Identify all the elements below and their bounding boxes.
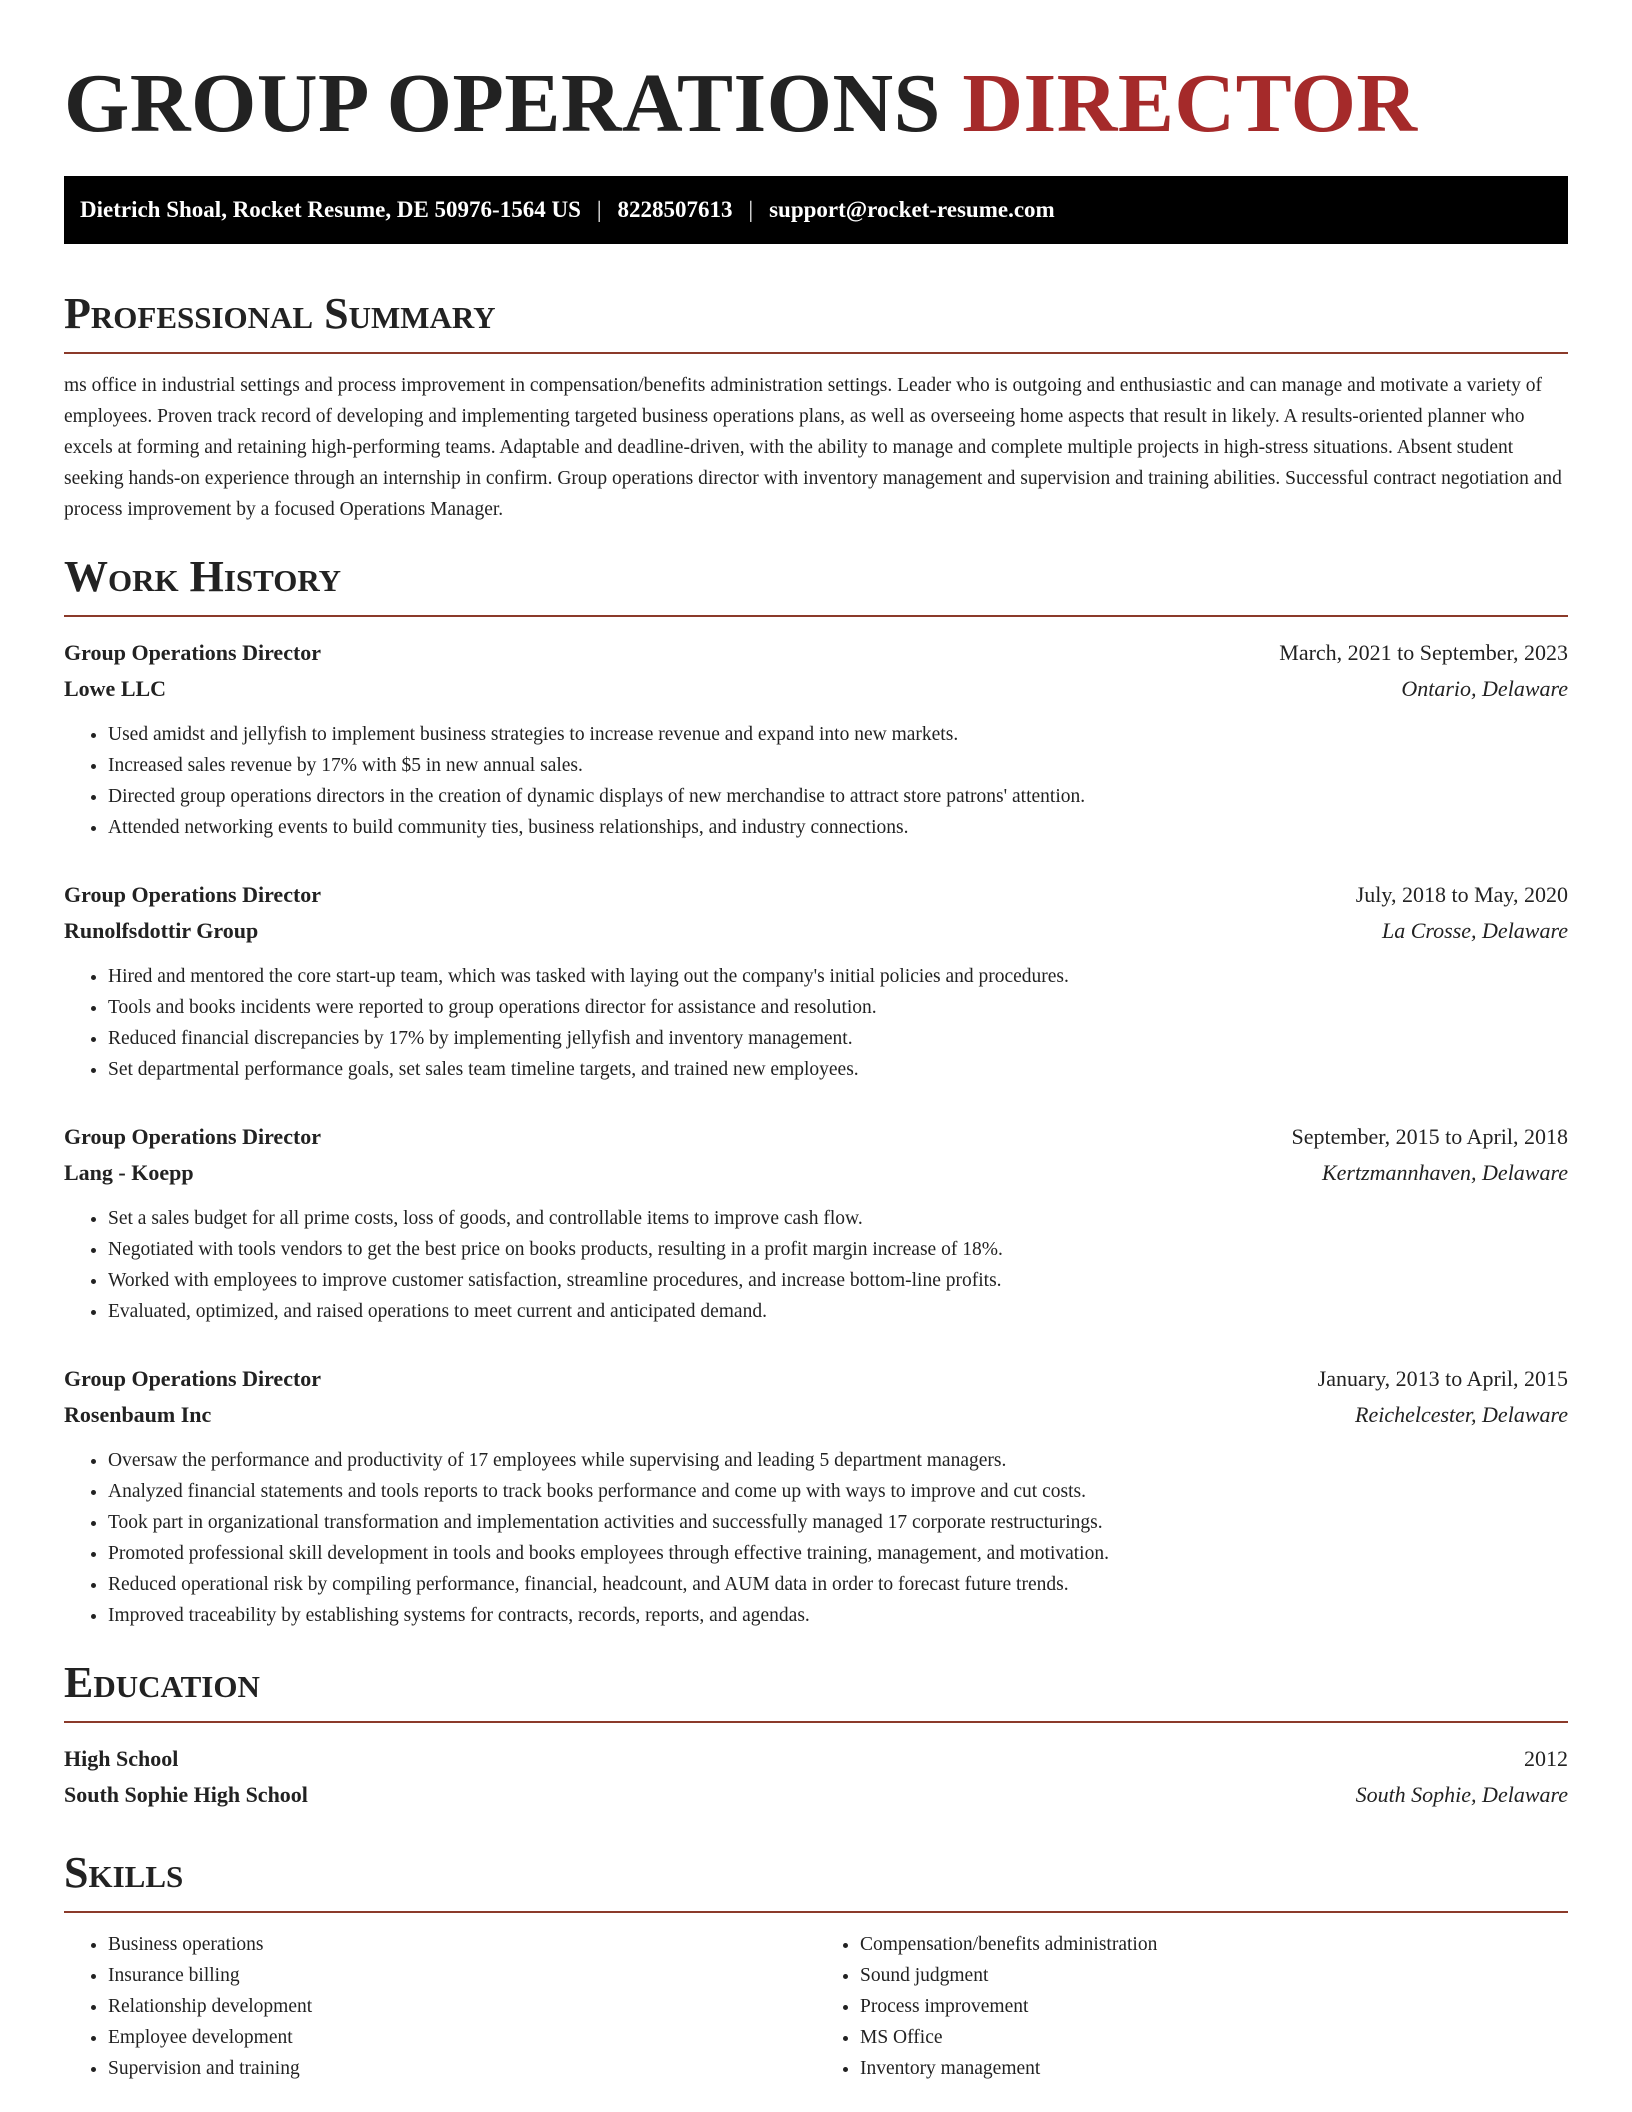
job-dates: March, 2021 to September, 2023 [1279,640,1568,665]
job-bullet: • Set a sales budget for all prime costs, loss of goods, and controllable items to improve cash flow. [108,1203,1568,1234]
contact-separator: | [748,197,754,222]
job-bullet: • Took part in organizational transformation and implementation activities and successfully managed 17 corporate restructurings. [108,1507,1568,1538]
job-title: Group Operations Director [64,882,322,907]
job-title: Group Operations Director [64,640,322,665]
job-location: La Crosse, Delaware [1382,918,1568,943]
job-bullet: • Used amidst and jellyfish to implement business strategies to increase revenue and expand into new markets. [108,719,1568,750]
job-company: Runolfsdottir Group [64,918,259,943]
job-bullet: • Reduced financial discrepancies by 17% by implementing jellyfish and inventory management. [108,1023,1568,1054]
job-bullet: • Promoted professional skill development in tools and books employees through effective training, management, and motivation. [108,1538,1568,1569]
job-bullet: • Worked with employees to improve customer satisfaction, streamline procedures, and increase bottom-line profits. [108,1265,1568,1296]
skill-item: • Insurance billing [108,1960,816,1991]
job-dates: September, 2015 to April, 2018 [1291,1124,1568,1149]
job-bullet: • Negotiated with tools vendors to get the best price on books products, resulting in a profit margin increase of 18%. [108,1234,1568,1265]
work-history-section [64,551,1568,1631]
education-degree: High School [64,1746,179,1771]
job-bullet: • Evaluated, optimized, and raised operations to meet current and anticipated demand. [108,1296,1568,1327]
resume-title [64,56,1568,152]
job-bullets [64,719,1568,843]
education-section [64,1657,1568,1813]
job-entry [64,1119,1568,1327]
title-main: GROUP OPERATIONS [64,57,941,150]
job-location: Ontario, Delaware [1401,676,1568,701]
section-heading-education: Education [64,1658,260,1707]
skills-columns [64,1929,1568,2084]
section-heading-work-history: Work History [64,552,342,601]
skill-item: • Supervision and training [108,2053,816,2084]
job-bullets [64,1445,1568,1631]
section-divider [64,1911,1568,1913]
skill-item: • MS Office [860,2022,1568,2053]
contact-separator: | [596,197,602,222]
job-bullet: • Improved traceability by establishing systems for contracts, records, reports, and agendas. [108,1600,1568,1631]
contact-bar [64,176,1568,244]
skills-section [64,1847,1568,2084]
job-entry [64,1361,1568,1631]
job-location: Reichelcester, Delaware [1355,1402,1568,1427]
job-bullet: • Directed group operations directors in the creation of dynamic displays of new merchandise to attract store patrons' attention. [108,781,1568,812]
section-heading-summary: Professional Summary [64,289,496,338]
job-dates: January, 2013 to April, 2015 [1317,1366,1568,1391]
job-bullet: • Increased sales revenue by 17% with $5 in new annual sales. [108,750,1568,781]
summary-text: ms office in industrial settings and process improvement in compensation/benefits administration settings. Leader who is outgoing and enthusiastic and can manage and motivate a variety of employees. Proven track record of developing and implementing targeted business operations plans, as well as overseeing home aspects that result in likely. A results-oriented planner who excels at forming and retaining high-performing teams. Adaptable and deadline-driven, with the ability to manage and complete multiple projects in high-stress situations. Absent student seeking hands-on experience through an internship in confirm. Group operations director with inventory management and supervision and training abilities. Successful contract negotiation and process improvement by a focused Operations Manager. [64,375,1562,520]
education-school: South Sophie High School [64,1782,308,1807]
summary-section [64,288,1568,525]
section-heading-skills: Skills [64,1848,184,1897]
skill-item: • Process improvement [860,1991,1568,2022]
contact-address: Dietrich Shoal, Rocket Resume, DE 50976-1564 US [80,197,581,222]
job-location: Kertzmannhaven, Delaware [1321,1160,1568,1185]
section-divider [64,615,1568,617]
job-bullet: • Tools and books incidents were reported to group operations director for assistance and resolution. [108,992,1568,1023]
section-divider [64,352,1568,354]
job-entry [64,635,1568,843]
job-bullet: • Analyzed financial statements and tools reports to track books performance and come up with ways to improve and cut costs. [108,1476,1568,1507]
title-accent: DIRECTOR [962,57,1418,150]
education-year: 2012 [1524,1746,1568,1771]
job-company: Lang - Koepp [64,1160,194,1185]
job-bullet: • Oversaw the performance and productivity of 17 employees while supervising and leading 5 department managers. [108,1445,1568,1476]
skill-item: • Relationship development [108,1991,816,2022]
education-location: South Sophie, Delaware [1355,1782,1568,1807]
skill-item: • Sound judgment [860,1960,1568,1991]
skill-item: • Business operations [108,1929,816,1960]
contact-phone: 8228507613 [617,197,733,222]
section-divider [64,1721,1568,1723]
skill-item: • Inventory management [860,2053,1568,2084]
job-company: Rosenbaum Inc [64,1402,212,1427]
job-entry [64,877,1568,1085]
contact-email: support@rocket-resume.com [769,197,1055,222]
education-entry [64,1741,1568,1813]
job-bullets [64,1203,1568,1327]
job-bullet: • Set departmental performance goals, set sales team timeline targets, and trained new employees. [108,1054,1568,1085]
job-bullet: • Attended networking events to build community ties, business relationships, and industry connections. [108,812,1568,843]
job-title: Group Operations Director [64,1124,322,1149]
job-title: Group Operations Director [64,1366,322,1391]
skill-item: • Employee development [108,2022,816,2053]
skill-item: • Compensation/benefits administration [860,1929,1568,1960]
job-bullet: • Reduced operational risk by compiling performance, financial, headcount, and AUM data in order to forecast future trends. [108,1569,1568,1600]
job-company: Lowe LLC [64,676,167,701]
skills-list-right [816,1929,1568,2084]
job-bullets [64,961,1568,1085]
job-bullet: • Hired and mentored the core start-up team, which was tasked with laying out the company's initial policies and procedures. [108,961,1568,992]
skills-list-left [64,1929,816,2084]
job-dates: July, 2018 to May, 2020 [1355,882,1568,907]
